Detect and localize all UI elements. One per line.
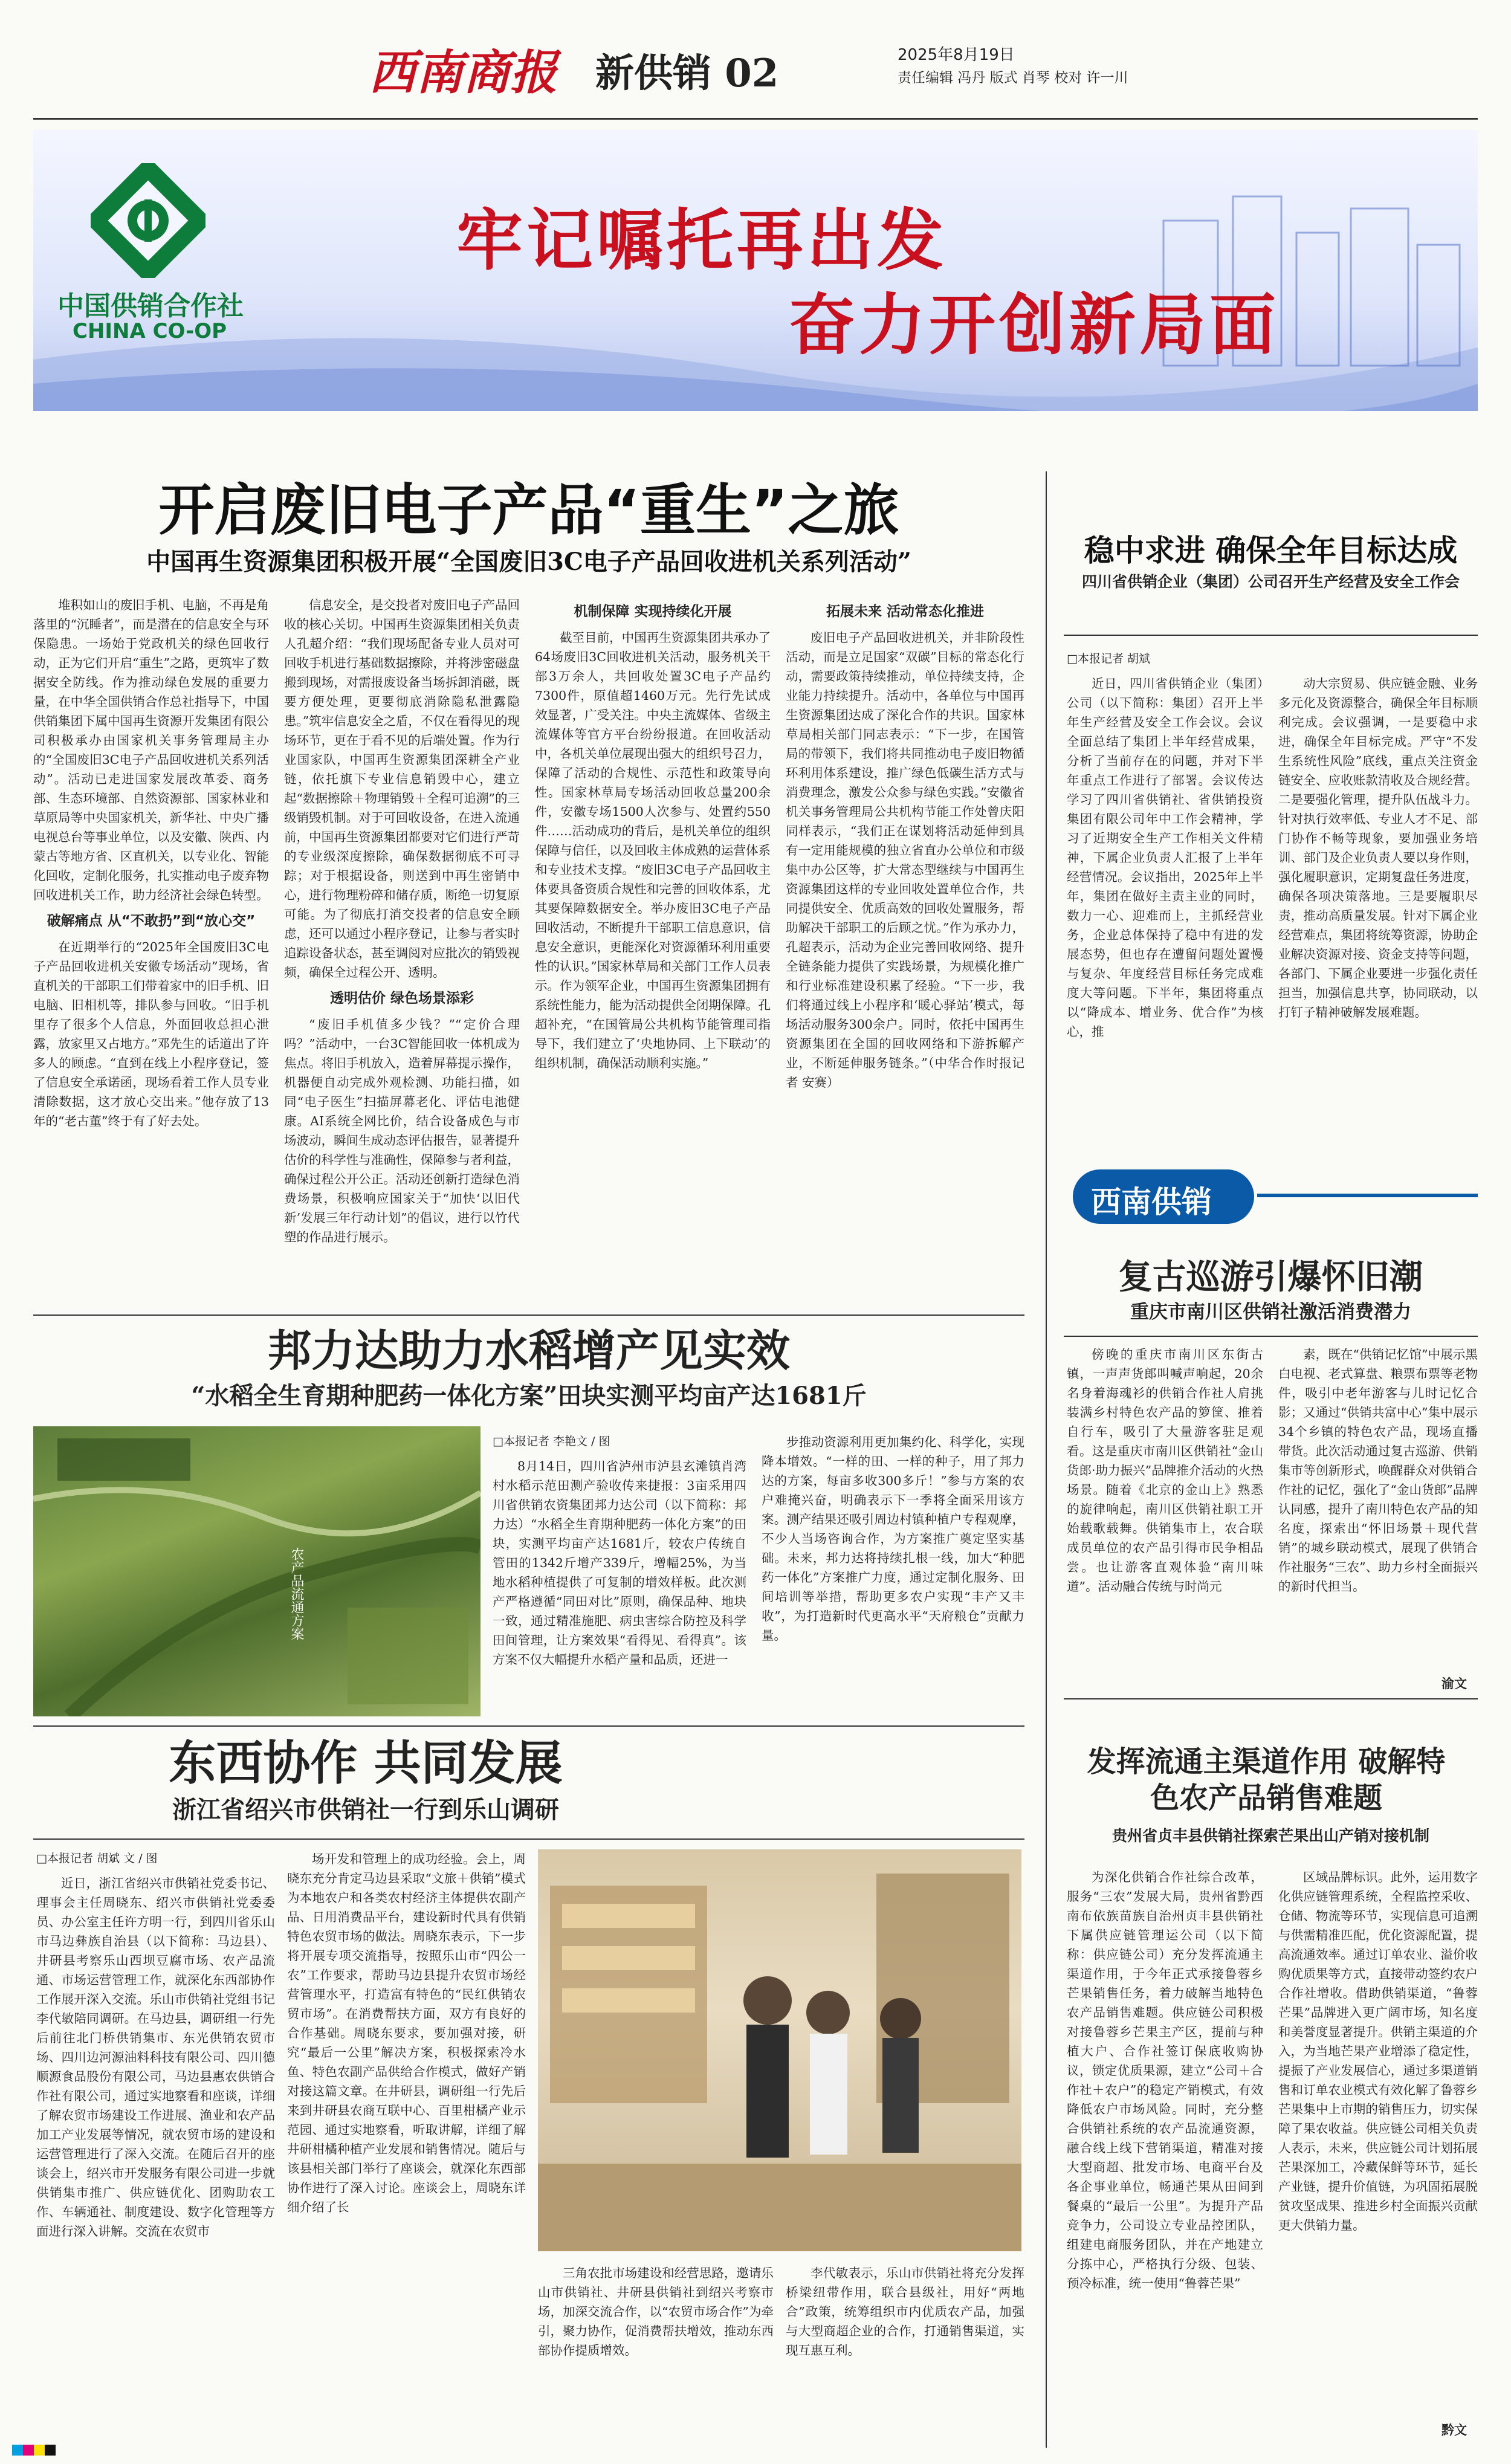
article3-byline: □本报记者 李艳文 / 图 (493, 1435, 610, 1448)
rice-field-image (33, 1426, 480, 1716)
theme-banner (33, 130, 1478, 411)
article2-para: 动大宗贸易、供应链金融、业务多元化及资源整合，确保全年目标顺利完成。会议强调，一是要稳中求进，确保全年目标完成。严守“不发生系统性风险”底线，重点关注资金链安全、应收账款清收及合规经营。二是要强化管理，提升队伍战斗力。针对执行效率低、专业人才不足、部门协作不畅等现象，要加强业务培训、部门及企业负责人要以身作则，强化履职意识，定期复盘任务进度，确保各项决策落地。三是要履职尽责，推动高质量发展。针对下属企业经营难点，集团将统筹资源，协助企业解决资源对接、资金支持等问题，各部门、下属企业要进一步强化责任担当，加强信息共享，协同联动，以打钉子精神破解发展难题。 (1278, 676, 1478, 1020)
print-color-marks (12, 2445, 60, 2456)
article4-title: 复古巡游引爆怀旧潮 (1118, 1258, 1423, 1297)
store-visit-image (538, 1849, 1021, 2251)
co-op-name-cn: 中国供销合作社 (57, 291, 244, 322)
article3-col1 (493, 1457, 746, 1716)
article1-para: 在近期举行的“2025年全国废旧3C电子产品回收进机关安徽专场活动”现场，省直机关的干部职工们带着家中的旧手机、旧电脑、旧相机等，排队参与回收。“旧手机里存了很多个人信息，外面回收总担心泄露，放家里又占地方。”邓先生的话道出了许多人的顾虑。“直到在线上小程序登记，签了信息安全承诺函，现场看着工作人员专业清除数据，这才放心交出来。”他存放了13年的“老古董”终于有了好去处。 (33, 940, 269, 1128)
column-badge-stripe (1257, 1194, 1478, 1197)
article2-col2 (1278, 674, 1478, 1157)
article4-col2 (1278, 1345, 1478, 1671)
article5-byline: □本报记者 胡斌 文 / 图 (36, 1852, 158, 1865)
article1-para: 废旧电子产品回收进机关，并非阶段性活动，而是立足国家“双碳”目标的常态化行动，需要政策持续推动，单位持续支持，企业能力持续提升。活动中，各单位与中国再生资源集团达成了深化合作的共识。国家林草局相关部门同志表示：“下一步，在国管局的带领下，我们将共同推动电子废旧物循环利用体系建设，推广绿色低碳生活方式与消费理念，激发公众参与绿色实践。”安徽省机关事务管理局公共机构节能工作处曾庆阳同样表示，“我们正在谋划将活动延伸到具有一定用能规模的独立省直办公单位和市级集中办公区等，扩大常态型继续与中国再生资源集团这样的专业回收处置单位合作，共同提供安全、优质高效的回收处置服务，帮助解决干部职工的后顾之忧。”作为承办力，孔超表示，活动为企业完善回收网络、提升全链条能力提供了实践场景，为规模化推广和行业标准建设积累了经验。“下一步，我们将通过线上小程序和‘暖心驿站’模式，每场活动服务300余户。同时，依托中国再生资源集团在全国的回收网络和下游拆解产业，不断延伸服务链条。”（中华合作时报记者 安赛） (786, 630, 1024, 1090)
co-op-logo (91, 163, 205, 278)
column-badge-label: 西南供销 (1091, 1185, 1212, 1220)
co-op-emblem-icon (91, 163, 205, 278)
article4-rule (1064, 1336, 1478, 1337)
article6-author: 黔文 (1441, 2423, 1467, 2437)
article5-top-rule (33, 1725, 1024, 1727)
article6-title: 发挥流通主渠道作用 破解特色农产品销售难题 (1087, 1745, 1446, 1815)
article6-col1 (1067, 1867, 1263, 2436)
article2-para: 近日，四川省供销企业（集团）公司（以下简称：集团）召开上半年生产经营及安全工作会议。会议全面总结了集团上半年经营成果，分析了当前存在的问题，并对下半年重点工作进行了部署。会议传达学习了四川省供销社、省供销投资集团有限公司年中工作会精神，学习了近期安全生产工作相关文件精神，下属企业负责人汇报了上半年经营情况。会议指出，2025年上半年，集团在做好主责主业的同时，数力一心、迎难而上，主抓经营业务，企业总体保持了稳中有进的发展态势，但也存在遭留问题处置慢与复杂、年度经营目标任务完成难度大等问题。下半年，集团将重点以“降成本、增业务、优合作”为核心，推 (1067, 676, 1263, 1039)
article4-para: 素，既在“供销记忆馆”中展示黑白电视、老式算盘、粮票布票等老物件，吸引中老年游客与儿时记忆合影；又通过“供销共富中心”集中展示34个乡镇的特色农产品，现场直播带货。此次活动通过复古巡游、供销集市等创新形式，唤醒群众对供销合作社的记忆，强化了“金山货郎”品牌认同感，提升了南川特色农产品的知名度，探索出“怀旧场景＋现代营销”的城乡联动模式，展现了供销合作社服务“三农”、助力乡村全面振兴的新时代担当。 (1278, 1347, 1478, 1594)
article2-rule (1064, 635, 1478, 636)
article3-col2 (762, 1432, 1024, 1716)
article1-section-heading: 透明估价 绿色场景添彩 (329, 991, 474, 1006)
article5-para: 李代敏表示，乐山市供销社将充分发挥桥梁纽带作用，联合县级社，用好“两地合”政策，统筹组织市内优质农产品，加强与大型商超企业的合作，打通销售渠道，实现互惠互利。 (786, 2266, 1024, 2358)
article2-byline: □本报记者 胡斌 (1067, 652, 1150, 665)
article6-para: 区域品牌标识。此外，运用数字化供应链管理系统，全程监控采收、仓储、物流等环节，实现信息可追溯与供需精准匹配，优化资源配置，提高流通效率。通过订单农业、溢价收购优质果等方式，直接带动签约农户合作社增收。借助供销渠道，“鲁蓉芒果”品牌进入更广阔市场，知名度和美誉度显著提升。供销主渠道的介入，为当地芒果产业增添了稳定性，提振了产业发展信心，通过多渠道销售和订单农业模式有效化解了鲁蓉乡芒果集中上市期的销售压力，切实保障了果农收益。供应链公司相关负责人表示，未来，供应链公司计划拓展芒果深加工，冷藏保鲜等环节，延长产业链，提升价值链，为巩固拓展脱贫攻坚成果、推进乡村全面振兴贡献更大供销力量。 (1278, 1870, 1478, 2233)
section-name: 新供销 02 (595, 51, 779, 96)
co-op-name-en: CHINA CO-OP (73, 319, 227, 343)
paper-name: 西南商报 (369, 45, 558, 100)
banner-slogan-2: 奋力开创新局面 (789, 286, 1280, 364)
article4-author: 渝文 (1441, 1677, 1467, 1691)
article6-subtitle: 贵州省贞丰县供销社探索芒果出山产销对接机制 (1111, 1827, 1429, 1845)
article1-section-heading: 拓展未来 活动常态化推进 (826, 604, 984, 619)
banner-slogan-1: 牢记嘱托再出发 (456, 202, 947, 279)
article2-subtitle: 四川省供销企业（集团）公司召开生产经营及安全工作会 (1081, 573, 1460, 590)
article5-subtitle: 浙江省绍兴市供销社一行到乐山调研 (172, 1796, 559, 1824)
article5-title: 东西协作 共同发展 (169, 1736, 563, 1791)
column-badge (1073, 1169, 1254, 1224)
masthead-rule (33, 118, 1478, 120)
editor-credits: 责任编辑 冯丹 版式 肖琴 校对 许一川 (898, 70, 1128, 86)
rice-field-photo (33, 1426, 480, 1716)
article1-section-heading: 机制保障 实现持续化开展 (574, 604, 732, 619)
article2-title: 稳中求进 确保全年目标达成 (1084, 533, 1458, 568)
vertical-rule (1046, 471, 1047, 2448)
article1-para: 堆积如山的废旧手机、电脑，不再是角落里的“沉睡者”，而是潜在的信息安全与环保隐患。一场始于党政机关的绿色回收行动，正为它们开启“重生”之路，更筑牢了数据安全防线。作为推动绿色发展的重要力量，在中华全国供销合作总社指导下，中国供销集团下属中国再生资源开发集团有限公司积极承办由国家机关事务管理局主办的“全国废旧3C电子产品回收进机关系列活动”。活动已走进国家发展改革委、商务部、生态环境部、自然资源部、国家林业和草原局等中央国家机关，新华社、中央广播电视总台等事业单位，以及安徽、陕西、内蒙古等地方省、区直机关，以专业化、智能化回收，定制化服务，扎实推动电子废弃物回收进机关工作，助力经济社会绿色转型。 (33, 598, 269, 902)
article5-rule (33, 1838, 1024, 1840)
article1-title: 开启废旧电子产品“重生”之旅 (158, 478, 899, 543)
article3-top-rule (33, 1314, 1024, 1316)
article5-para: 近日，浙江省绍兴市供销社党委书记、理事会主任周晓东、绍兴市供销社党委委员、办公室主任许方明一行，到四川省乐山市马边彝族自治县（以下简称：马边县）、井研县考察乐山西坝豆腐市场、农产品流通、市场运营管理工作，就深化东西部协作工作展开深入交流。乐山市供销社党组书记李代敏陪同调研。在马边县，调研组一行先后前往北门桥供销集市、东光供销农贸市场、四川边河源油料科技有限公司、四川德顺源食品股份有限公司，马边县惠农供销合作社有限公司，通过实地察看和座谈，详细了解农贸市场建设工作进展、渔业和农产品加工产业发展等情况，就农贸市场的建设和运营管理进行了深入交流。在随后召开的座谈会上，绍兴市开发服务有限公司进一步就供销集市推广、供应链优化、团购助农工作、车辆通社、制度建设、数字化管理等方面进行深入讲解。交流在农贸市 (36, 1876, 275, 2239)
article3-para: 8月14日，四川省泸州市泸县玄滩镇肖湾村水稻示范田测产验收传来捷报：3亩采用四川省供销农资集团邦力达公司（以下简称：邦力达）“水稻全生育期种肥药一体化方案”的田块，实测平均亩产达1681斤，较农户传统自管田的1342斤增产339斤，增幅25%，为当地水稻种植提供了可复制的增效样板。此次测产严格遵循“同田对比”原则，确保品种、地块一致，通过精准施肥、病虫害综合防控及科学田间管理，让方案效果“看得见、看得真”。该方案不仅大幅提升水稻产量和品质，还进一 (493, 1459, 746, 1667)
article3-subtitle: “水稻全生育期种肥药一体化方案”田块实测平均亩产达1681斤 (191, 1382, 867, 1410)
article4-col1 (1067, 1345, 1263, 1683)
article3-para: 步推动资源利用更加集约化、科学化，实现降本增效。“一样的田、一样的种子，用了邦力达的方案，每亩多收300多斤！”参与方案的农户难掩兴奋，明确表示下一季将全面采用该方案。测产结果还吸引周边村镇种植户专程观摩，不少人当场咨询合作，为方案推广奠定坚实基础。未来，邦力达将持续扎根一线，加大“种肥药一体化”方案推广力度，通过定制化服务、田间培训等举措，帮助更多农户实现“丰产又丰收”，为打造新时代更高水平“天府粮仓”贡献力量。 (762, 1435, 1024, 1643)
article4-subtitle: 重庆市南川区供销社激活消费潜力 (1130, 1301, 1411, 1323)
article3-title: 邦力达助力水稻增产见实效 (267, 1325, 790, 1376)
article6-col2 (1278, 1867, 1478, 2417)
issue-date: 2025年8月19日 (898, 46, 1015, 64)
article6-para: 为深化供销合作社综合改革，服务“三农”发展大局，贵州省黔西南布依族苗族自治州贞丰县供销社下属供应链管理运公司（以下简称：供应链公司）充分发挥流通主渠道作用，于今年正式承接鲁蓉乡芒果销售任务，着力破解当地特色农产品销售难题。供应链公司积极对接鲁蓉乡芒果主产区，提前与种植大户、合作社签订保底收购协议，锁定优质果源，建立“公司＋合作社＋农户”的稳定产销模式，有效降低农户市场风险。同时，充分整合供销社系统的农产品流通资源，融合线上线下营销渠道，精准对接大型商超、批发市场、电商平台及各企事业单位，畅通芒果从田间到餐桌的“最后一公里”。为提升产品竞争力，公司设立专业品控团队，组建电商服务团队，并在产地建立分拣中心，严格执行分级、包装、预冷标准，统一使用“鲁蓉芒果” (1067, 1870, 1263, 2291)
article5-col3 (538, 2263, 774, 2439)
article5-para: 场开发和管理上的成功经验。会上，周晓东充分肯定马边县采取“文旅＋供销”模式为本地农户和各类农村经济主体提供农副产品、日用消费品平台，建设新时代具有供销特色农贸市场的做法。周晓东表示，下一步将开展专项交流指导，按照乐山市“四公一农”工作要求，帮助马边县提升农贸市场经营管理水平，打造富有特色的“民红供销农贸市场”。在消费帮扶方面，双方有良好的合作基础。周晓东要求，要加强对接，研究“最后一公里”解决方案，积极探索冷水鱼、特色农副产品供给合作模式，做好产销对接这篇文章。在井研县，调研组一行先后来到井研县农商互联中心、百里柑橘产业示范园、通过实地察看，听取讲解，详细了解井研柑橘种植产业发展和销售情况。随后与该县相关部门举行了座谈会，就深化东西部协作进行了深入讨论。座谈会上，周晓东详细介绍了长 (287, 1852, 526, 2214)
article5-col4 (786, 2263, 1024, 2439)
article5-col2 (287, 1849, 526, 2442)
article4-para: 傍晚的重庆市南川区东街古镇，一声声货郎叫喊声响起，20余名身着海魂衫的供销合作社人肩挑装满乡村特色农产品的箩筐、推着自行车，吸引了大量游客驻足观看。这是重庆市南川区供销社“金山货郎·助力振兴”品牌推介活动的火热场景。随着《北京的金山上》熟悉的旋律响起，南川区供销社职工开始载歌载舞。供销集市上，农合联成员单位的农产品引得市民争相品尝。也让游客直观体验“南川味道”。活动融合传统与时尚元 (1067, 1347, 1263, 1594)
article1-section-heading: 破解痛点 从“不敢扔”到“放心交” (47, 913, 256, 929)
article1-para: 截至目前，中国再生资源集团共承办了64场废旧3C回收进机关活动，服务机关干部3万余人，共回收处置3C电子产品约7300件，原值超1460万元。先行先试成效显著，广受关注。中央主流媒体、省级主流媒体等官方平台纷纷报道。在回收活动中，各机关单位展现出强大的组织号召力，保障了活动的合规性、示范性和政策导向性。国家林草局专场活动回收总量200余件，安徽专场1500人次参与、处置约550件……活动成功的背后，是机关单位的组织保障与信任，以及回收主体成熟的运营体系和专业技术支撑。“废旧3C电子产品回收主体要具备资质合规性和完善的回收体系，尤其要保障数据安全。举办废旧3C电子产品回收活动，不断提升干部职工信息意识，信息安全意识，更能深化对资源循环利用重要性的认识。”国家林草局和关部门工作人员表示。作为领军企业，中国再生资源集团拥有系统性能力，能为活动提供全闭期保障。孔超补充，“在国管局公共机构节能管理司指导下，我们建立了‘央地协同、上下联动’的组织机制，确保活动顺利实施。” (535, 630, 771, 1070)
store-visit-photo (538, 1849, 1021, 2251)
article5-para: 三角农批市场建设和经营思路，邀请乐山市供销社、井研县供销社到绍兴考察市场，加深交流合作，以“农贸市场合作”为牵引，聚力协作，促消费帮扶增效，推动东西部协作提质增效。 (538, 2266, 774, 2358)
article2-col1 (1067, 674, 1263, 1157)
photo-caption: 农产品流通方案 (289, 1547, 304, 1640)
article1-para: “废旧手机值多少钱？”“定价合理吗？”活动中，一台3C智能回收一体机成为焦点。将旧手机放入，造着屏幕提示操作，机器便自动完成外观检测、功能扫描，如同“电子医生”扫描屏幕老化、评估电池健康。AI系统全网比价，结合设备成色与市场波动，瞬间生成动态评估报告，显著提升估价的科学性与准确性，保障参与者利益，确保过程公开公正。活动还创新打造绿色消费场景，积极响应国家关于“加快‘以旧代新’发展三年行动计划”的倡议，进行以竹代塑的作品进行展示。 (284, 1017, 520, 1244)
masthead (33, 29, 1478, 120)
article1-para: 信息安全，是交投者对废旧电子产品回收的核心关切。中国再生资源集团相关负责人孔超介绍：“我们现场配备专业人员对可回收手机进行基础数据擦除，并将涉密磁盘搬到现场，对需报废设备当场拆卸消磁，既要方便处理，更要彻底消除隐私泄露隐患。”筑牢信息安全之盾，不仅在看得见的现场环节，更在于看不见的后端处置。作为行业国家队，中国再生资源集团深耕全产业链，依托旗下专业信息销毁中心，建立起“数据擦除＋物理销毁＋全程可追溯”的三级销毁机制。对于可回收设备，在进入流通前，中国再生资源集团都要对它们进行严苛的专业级深度擦除，确保数据彻底不可寻踪；对于根据设备，则送到中再生密销中心，进行物理粉碎和储存质，断绝一切复原可能。为了彻底打消交投者的信息安全顾虑，还可以通过小程序登记，让参与者实时追踪设备状态，甚至调阅对应批次的销毁视频，确保全过程公开、透明。 (284, 598, 520, 980)
article5-col1 (36, 1874, 275, 2442)
article1-subtitle: 中国再生资源集团积极开展“全国废旧3C电子产品回收进机关系列活动” (146, 548, 911, 576)
article4-bottom-rule (1064, 1698, 1478, 1699)
